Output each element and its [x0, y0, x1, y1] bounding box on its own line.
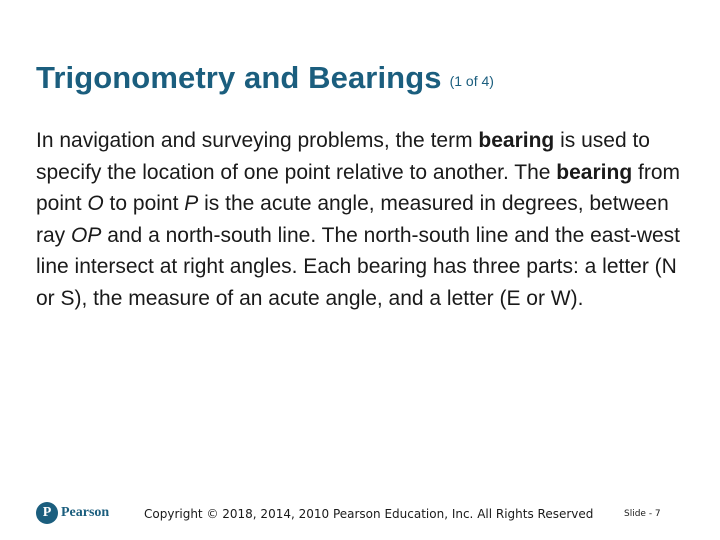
pearson-logo-text: Pearson	[61, 505, 110, 520]
title-text: Trigonometry and Bearings	[36, 60, 442, 95]
term-bearing: bearing	[556, 160, 633, 184]
slide-title	[36, 60, 696, 96]
term-bearing: bearing	[478, 129, 555, 152]
body-segment: from point	[36, 160, 680, 215]
body-segment: and a north-south line. The north-south line and the east-west line intersect at right angles. Each bearing has three parts: a letter (N or S), the measure of an acute angle, and a letter (E or W).	[36, 223, 680, 310]
slide-number: Slide - 7	[624, 509, 661, 519]
pearson-logo-icon: P	[36, 502, 58, 524]
body-segment: is the acute angle, measured in degrees, between ray	[36, 192, 669, 247]
ray-op: OP	[71, 223, 102, 247]
body-segment: to point	[103, 192, 185, 215]
point-o: O	[87, 192, 104, 215]
title-counter: (1 of 4)	[449, 73, 494, 89]
point-p: P	[184, 192, 199, 215]
body-segment: is used to specify the location of one point relative to another. The	[36, 129, 650, 184]
copyright-notice: Copyright © 2018, 2014, 2010 Pearson Education, Inc. All Rights Reserved	[144, 507, 594, 521]
body-segment: In navigation and surveying problems, the term	[36, 129, 479, 152]
pearson-logo	[36, 500, 109, 526]
body-paragraph	[36, 125, 691, 314]
